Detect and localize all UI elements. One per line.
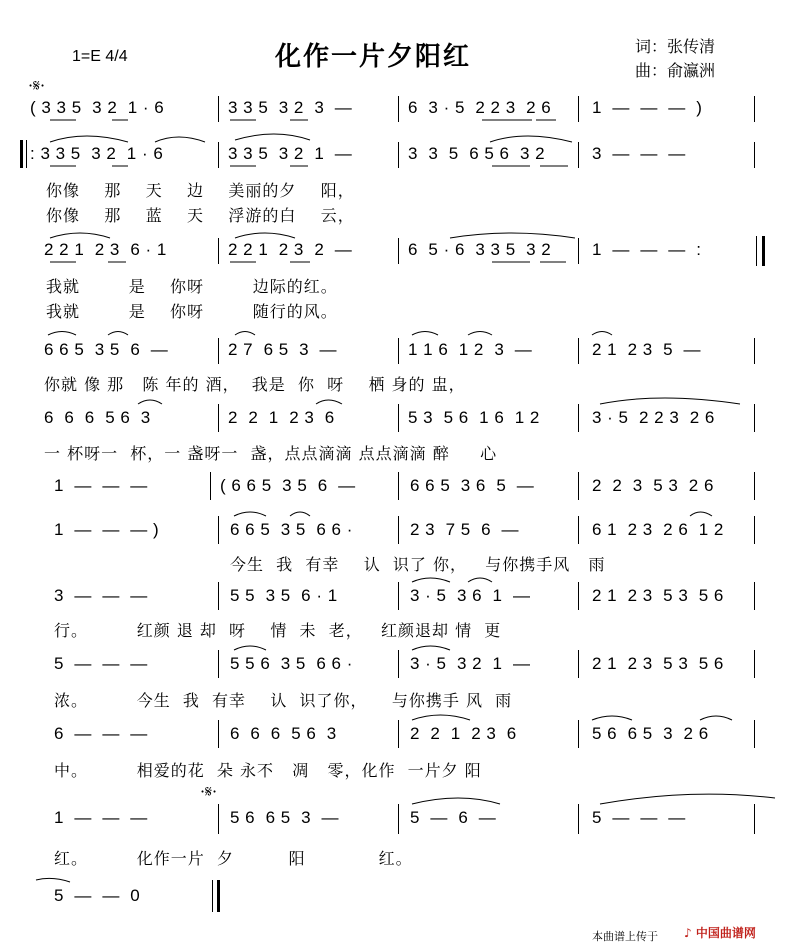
barline bbox=[218, 720, 219, 748]
lyrics-r4: 你就 像 那 陈 年的 酒， 我是 你 呀 栖 身的 盅， bbox=[44, 375, 466, 394]
measure-r9-m2: 5 5 6 3 5 6 6 · bbox=[230, 654, 353, 673]
barline bbox=[754, 96, 755, 122]
repeat-start-barline-thin bbox=[26, 140, 27, 168]
measure-r3-m1: 2 2 1 2 3 6 · 1 bbox=[44, 240, 167, 259]
slur bbox=[412, 798, 500, 804]
barline bbox=[578, 238, 579, 264]
measure-r6-m2: ( 6 6 5 3 5 6 — bbox=[220, 476, 356, 495]
slur bbox=[600, 398, 740, 404]
measure-r10-m4: 5 6 6 5 3 2 6 bbox=[592, 724, 709, 743]
barline bbox=[398, 404, 399, 432]
slur bbox=[592, 332, 612, 336]
measure-r1-m4: 1 — — — ) bbox=[592, 98, 703, 117]
slur bbox=[700, 716, 732, 720]
final-barline-thin bbox=[212, 880, 213, 912]
barline bbox=[398, 582, 399, 610]
measure-r9-m4: 2 1 2 3 5 3 5 6 bbox=[592, 654, 724, 673]
barline bbox=[218, 338, 219, 364]
barline bbox=[754, 338, 755, 364]
barline bbox=[578, 142, 579, 168]
measure-r7-m3: 2 3 7 5 6 — bbox=[410, 520, 520, 539]
slur bbox=[412, 332, 438, 336]
slur bbox=[450, 233, 575, 238]
segno-sign-coda: ·𝄋· bbox=[200, 782, 218, 801]
barline bbox=[754, 582, 755, 610]
site-name: 中国曲谱网 bbox=[695, 926, 756, 940]
barline bbox=[578, 650, 579, 678]
barline bbox=[754, 650, 755, 678]
slur bbox=[412, 578, 450, 582]
measure-r7-m1: 1 — — — ) bbox=[54, 520, 160, 539]
lyrics-r8: 行。 红颜 退 却 呀 情 未 老， 红颜退却 情 更 bbox=[54, 621, 502, 640]
barline bbox=[218, 516, 219, 544]
repeat-end-barline-thin bbox=[756, 236, 757, 266]
measure-r4-m1: 6 6 5 3 5 6 — bbox=[44, 340, 169, 359]
measure-r4-m2: 2 7 6 5 3 — bbox=[228, 340, 338, 359]
measure-r2-m2: 3 3 5 3 2 1 — bbox=[228, 144, 353, 163]
measure-r6-m4: 2 2 3 5 3 2 6 bbox=[592, 476, 714, 495]
slur bbox=[108, 332, 128, 336]
measure-r3-m2: 2 2 1 2 3 2 — bbox=[228, 240, 353, 259]
slur bbox=[234, 646, 266, 650]
barline bbox=[218, 804, 219, 834]
barline bbox=[578, 804, 579, 834]
measure-r11-m2: 5 6 6 5 3 — bbox=[230, 808, 340, 827]
barline bbox=[218, 404, 219, 432]
lyrics-r3-verse1: 我就 是 你呀 边际的红。 bbox=[46, 277, 338, 296]
lyrics-r2-verse2: 你像 那 蓝 天 浮游的白 云， bbox=[46, 206, 355, 225]
slur bbox=[290, 512, 310, 516]
barline bbox=[754, 720, 755, 748]
barline bbox=[218, 238, 219, 264]
measure-r8-m2: 5 5 3 5 6 · 1 bbox=[230, 586, 338, 605]
barline bbox=[398, 804, 399, 834]
slur bbox=[234, 512, 266, 516]
barline bbox=[754, 516, 755, 544]
slur bbox=[600, 794, 775, 804]
barline bbox=[578, 516, 579, 544]
key-signature: 1=E 4/4 bbox=[72, 48, 128, 65]
music-note-icon: ♪ bbox=[684, 926, 692, 940]
song-title: 化作一片夕阳红 bbox=[275, 42, 472, 72]
measure-r2-m4: 3 — — — bbox=[592, 144, 686, 163]
slur bbox=[468, 578, 492, 582]
measure-r4-m3: 1 1 6 1 2 3 — bbox=[408, 340, 533, 359]
slur bbox=[36, 878, 70, 882]
measure-r7-m4: 6 1 2 3 2 6 1 2 bbox=[592, 520, 724, 539]
measure-r11-m1: 1 — — — bbox=[54, 808, 148, 827]
lyrics-r7: 今生 我 有幸 认 识了 你， 与你携手风 雨 bbox=[230, 555, 606, 574]
slur bbox=[490, 136, 572, 142]
slur bbox=[48, 332, 76, 336]
slur bbox=[235, 233, 295, 238]
measure-r10-m3: 2 2 1 2 3 6 bbox=[410, 724, 517, 743]
measure-r1-m1: ( 3 3 5 3 2 1 · 6 bbox=[30, 98, 165, 117]
measure-r1-m3: 6 3 · 5 2 2 3 2 6 bbox=[408, 98, 552, 117]
measure-r6-m3: 6 6 5 3 6 5 — bbox=[410, 476, 535, 495]
barline bbox=[398, 338, 399, 364]
measure-r4-m4: 2 1 2 3 5 — bbox=[592, 340, 702, 359]
measure-r7-m2: 6 6 5 3 5 6 6 · bbox=[230, 520, 353, 539]
lyrics-r2-verse1: 你像 那 天 边 美丽的夕 阳， bbox=[46, 181, 355, 200]
slur bbox=[412, 646, 450, 650]
measure-r12-m1: 5 — — 0 bbox=[54, 886, 141, 905]
measure-r10-m1: 6 — — — bbox=[54, 724, 148, 743]
measure-r6-m1: 1 — — — bbox=[54, 476, 148, 495]
final-barline bbox=[217, 880, 220, 912]
barline bbox=[578, 720, 579, 748]
slur bbox=[690, 512, 712, 516]
slur bbox=[592, 716, 632, 720]
measure-r2-m3: 3 3 5 6 5 6 3 2 bbox=[408, 144, 546, 163]
measure-r5-m2: 2 2 1 2 3 6 bbox=[228, 408, 335, 427]
barline bbox=[210, 472, 211, 500]
barline bbox=[398, 142, 399, 168]
barline bbox=[398, 238, 399, 264]
barline bbox=[398, 516, 399, 544]
measure-r5-m3: 5 3 5 6 1 6 1 2 bbox=[408, 408, 540, 427]
barline bbox=[218, 582, 219, 610]
barline bbox=[754, 472, 755, 500]
slur bbox=[155, 137, 205, 142]
slur bbox=[138, 400, 162, 404]
footer-upload-text: 本曲谱上传于 bbox=[592, 930, 658, 943]
slur bbox=[316, 400, 342, 404]
slur bbox=[412, 715, 470, 720]
barline bbox=[578, 338, 579, 364]
lyrics-r11: 红。 化作一片 夕 阳 红。 bbox=[54, 849, 413, 868]
barline bbox=[578, 96, 579, 122]
measure-r11-m3: 5 — 6 — bbox=[410, 808, 497, 827]
barline bbox=[398, 96, 399, 122]
lyrics-r3-verse2: 我就 是 你呀 随行的风。 bbox=[46, 302, 338, 321]
measure-r10-m2: 6 6 6 5 6 3 bbox=[230, 724, 337, 743]
slur bbox=[50, 233, 110, 238]
measure-r9-m3: 3 · 5 3 2 1 — bbox=[410, 654, 531, 673]
repeat-start-barline bbox=[20, 140, 23, 168]
slur bbox=[235, 134, 310, 140]
segno-sign-start: ·𝄋· bbox=[28, 76, 46, 95]
measure-r9-m1: 5 — — — bbox=[54, 654, 148, 673]
measure-r1-m2: 3 3 5 3 2 3 — bbox=[228, 98, 353, 117]
barline bbox=[578, 472, 579, 500]
barline bbox=[754, 804, 755, 834]
slur bbox=[235, 332, 255, 336]
lyrics-r5: 一 杯呀一 杯，一 盏呀一 盏，点点滴滴 点点滴滴 醉 心 bbox=[44, 444, 498, 463]
barline bbox=[754, 404, 755, 432]
measure-r8-m3: 3 · 5 3 6 1 — bbox=[410, 586, 531, 605]
slur bbox=[50, 136, 128, 142]
measure-r5-m4: 3 · 5 2 2 3 2 6 bbox=[592, 408, 715, 427]
barline bbox=[218, 142, 219, 168]
measure-r8-m4: 2 1 2 3 5 3 5 6 bbox=[592, 586, 724, 605]
barline bbox=[398, 650, 399, 678]
barline bbox=[754, 142, 755, 168]
measure-r8-m1: 3 — — — bbox=[54, 586, 148, 605]
measure-r2-m1: : 3 3 5 3 2 1 · 6 bbox=[30, 144, 164, 163]
measure-r3-m4: 1 — — — : bbox=[592, 240, 702, 259]
lyrics-r9: 浓。 今生 我 有幸 认 识了你， 与你携手 风 雨 bbox=[54, 691, 513, 710]
slur bbox=[468, 332, 492, 336]
measure-r5-m1: 6 6 6 5 6 3 bbox=[44, 408, 151, 427]
barline bbox=[218, 650, 219, 678]
barline bbox=[398, 472, 399, 500]
site-logo[interactable] bbox=[684, 924, 756, 941]
barline bbox=[578, 404, 579, 432]
composer: 曲：俞瀛洲 bbox=[635, 61, 716, 80]
lyrics-r10: 中。 相爱的花 朵 永不 凋 零，化作 一片夕 阳 bbox=[54, 761, 482, 780]
barline bbox=[578, 582, 579, 610]
measure-r3-m3: 6 5 · 6 3 3 5 3 2 bbox=[408, 240, 552, 259]
measure-r11-m4: 5 — — — bbox=[592, 808, 686, 827]
barline bbox=[218, 96, 219, 122]
barline bbox=[398, 720, 399, 748]
repeat-end-barline bbox=[762, 236, 765, 266]
lyricist: 词：张传清 bbox=[635, 37, 716, 56]
